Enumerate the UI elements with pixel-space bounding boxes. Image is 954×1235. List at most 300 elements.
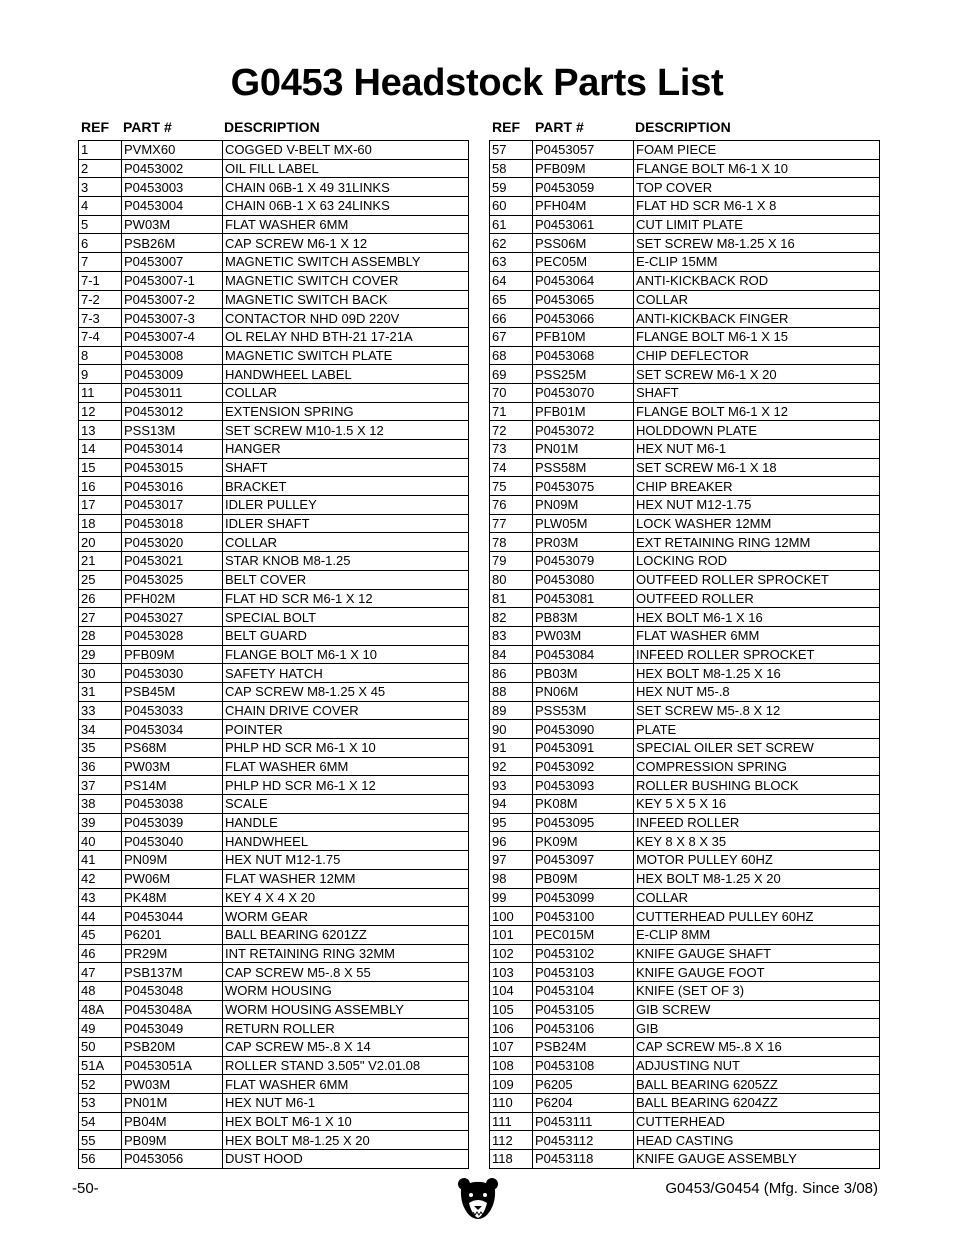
part-number-cell: P0453038 — [122, 795, 223, 814]
part-number-cell: PSS06M — [533, 234, 634, 253]
table-row — [490, 907, 880, 926]
part-number-cell: P0453015 — [122, 458, 223, 477]
description-cell: HEX NUT M12-1.75 — [634, 496, 880, 515]
ref-cell: 29 — [79, 645, 122, 664]
part-number-cell: P0453057 — [533, 141, 634, 160]
description-cell: OL RELAY NHD BTH-21 17-21A — [223, 327, 469, 346]
ref-cell: 59 — [490, 178, 533, 197]
description-cell: MAGNETIC SWITCH ASSEMBLY — [223, 253, 469, 272]
ref-cell: 48A — [79, 1000, 122, 1019]
table-row — [490, 776, 880, 795]
table-row — [490, 271, 880, 290]
table-row — [490, 1112, 880, 1131]
description-cell: RETURN ROLLER — [223, 1019, 469, 1038]
table-row — [79, 1112, 469, 1131]
part-number-cell: PSB137M — [122, 963, 223, 982]
part-number-cell: P0453044 — [122, 907, 223, 926]
part-number-cell: PB09M — [122, 1131, 223, 1150]
table-row — [490, 290, 880, 309]
part-number-cell: P0453075 — [533, 477, 634, 496]
part-number-cell: P0453068 — [533, 346, 634, 365]
table-row — [79, 327, 469, 346]
part-number-cell: P6201 — [122, 925, 223, 944]
part-number-cell: P0453048 — [122, 981, 223, 1000]
ref-cell: 94 — [490, 795, 533, 814]
table-row — [79, 421, 469, 440]
ref-cell: 118 — [490, 1150, 533, 1169]
part-number-cell: P0453007-4 — [122, 327, 223, 346]
ref-cell: 51A — [79, 1056, 122, 1075]
part-number-cell: P0453014 — [122, 440, 223, 459]
description-cell: KNIFE (SET OF 3) — [634, 981, 880, 1000]
part-number-cell: P0453064 — [533, 271, 634, 290]
ref-cell: 7-4 — [79, 327, 122, 346]
part-number-cell: P0453097 — [533, 851, 634, 870]
part-number-cell: P0453081 — [533, 589, 634, 608]
ref-cell: 89 — [490, 701, 533, 720]
description-cell: ANTI-KICKBACK FINGER — [634, 309, 880, 328]
table-row — [79, 346, 469, 365]
ref-cell: 41 — [79, 851, 122, 870]
table-row — [79, 458, 469, 477]
description-cell: COLLAR — [634, 888, 880, 907]
part-number-cell: PFH04M — [533, 197, 634, 216]
header-ref: REF — [492, 119, 520, 135]
table-row — [79, 682, 469, 701]
ref-cell: 103 — [490, 963, 533, 982]
description-cell: HEX NUT M6-1 — [223, 1094, 469, 1113]
description-cell: LOCK WASHER 12MM — [634, 514, 880, 533]
part-number-cell: P0453079 — [533, 552, 634, 571]
table-row — [79, 1019, 469, 1038]
description-cell: FLANGE BOLT M6-1 X 10 — [634, 159, 880, 178]
part-number-cell: P0453039 — [122, 813, 223, 832]
description-cell: PHLP HD SCR M6-1 X 10 — [223, 739, 469, 758]
table-row — [79, 1131, 469, 1150]
page-number: -50- — [72, 1180, 99, 1197]
part-number-cell: P0453066 — [533, 309, 634, 328]
description-cell: MOTOR PULLEY 60HZ — [634, 851, 880, 870]
ref-cell: 7 — [79, 253, 122, 272]
ref-cell: 107 — [490, 1038, 533, 1057]
part-number-cell: P0453020 — [122, 533, 223, 552]
part-number-cell: PN09M — [122, 851, 223, 870]
ref-cell: 1 — [79, 141, 122, 160]
ref-cell: 84 — [490, 645, 533, 664]
ref-cell: 69 — [490, 365, 533, 384]
ref-cell: 30 — [79, 664, 122, 683]
description-cell: KNIFE GAUGE ASSEMBLY — [634, 1150, 880, 1169]
ref-cell: 8 — [79, 346, 122, 365]
part-number-cell: P0453091 — [533, 739, 634, 758]
table-row — [490, 851, 880, 870]
description-cell: CAP SCREW M8-1.25 X 45 — [223, 682, 469, 701]
part-number-cell: PEC05M — [533, 253, 634, 272]
description-cell: INFEED ROLLER SPROCKET — [634, 645, 880, 664]
table-row — [79, 963, 469, 982]
description-cell: SPECIAL BOLT — [223, 608, 469, 627]
description-cell: SET SCREW M6-1 X 20 — [634, 365, 880, 384]
description-cell: OIL FILL LABEL — [223, 159, 469, 178]
part-number-cell: P0453008 — [122, 346, 223, 365]
description-cell: HOLDDOWN PLATE — [634, 421, 880, 440]
description-cell: HEX BOLT M6-1 X 16 — [634, 608, 880, 627]
description-cell: FLAT WASHER 6MM — [634, 626, 880, 645]
ref-cell: 47 — [79, 963, 122, 982]
description-cell: MAGNETIC SWITCH COVER — [223, 271, 469, 290]
part-number-cell: PSS58M — [533, 458, 634, 477]
table-row — [79, 440, 469, 459]
ref-cell: 46 — [79, 944, 122, 963]
ref-cell: 7-3 — [79, 309, 122, 328]
ref-cell: 25 — [79, 570, 122, 589]
description-cell: FLAT WASHER 12MM — [223, 869, 469, 888]
part-number-cell: P0453059 — [533, 178, 634, 197]
table-header — [78, 116, 465, 140]
part-number-cell: P0453003 — [122, 178, 223, 197]
description-cell: HEX BOLT M6-1 X 10 — [223, 1112, 469, 1131]
ref-cell: 7-2 — [79, 290, 122, 309]
ref-cell: 37 — [79, 776, 122, 795]
table-row — [490, 981, 880, 1000]
description-cell: BALL BEARING 6204ZZ — [634, 1094, 880, 1113]
ref-cell: 7-1 — [79, 271, 122, 290]
ref-cell: 9 — [79, 365, 122, 384]
part-number-cell: P0453104 — [533, 981, 634, 1000]
table-row — [490, 925, 880, 944]
description-cell: TOP COVER — [634, 178, 880, 197]
table-row — [79, 851, 469, 870]
table-row — [490, 589, 880, 608]
table-row — [490, 365, 880, 384]
ref-cell: 60 — [490, 197, 533, 216]
table-row — [490, 253, 880, 272]
table-row — [79, 271, 469, 290]
ref-cell: 96 — [490, 832, 533, 851]
table-row — [79, 1056, 469, 1075]
description-cell: WORM HOUSING — [223, 981, 469, 1000]
table-row — [490, 813, 880, 832]
description-cell: FLANGE BOLT M6-1 X 10 — [223, 645, 469, 664]
table-header — [489, 116, 876, 140]
ref-cell: 3 — [79, 178, 122, 197]
part-number-cell: PR29M — [122, 944, 223, 963]
ref-cell: 76 — [490, 496, 533, 515]
description-cell: KNIFE GAUGE SHAFT — [634, 944, 880, 963]
description-cell: INFEED ROLLER — [634, 813, 880, 832]
ref-cell: 50 — [79, 1038, 122, 1057]
part-number-cell: PSB20M — [122, 1038, 223, 1057]
description-cell: FOAM PIECE — [634, 141, 880, 160]
part-number-cell: PB03M — [533, 664, 634, 683]
ref-cell: 52 — [79, 1075, 122, 1094]
ref-cell: 43 — [79, 888, 122, 907]
part-number-cell: PN01M — [533, 440, 634, 459]
description-cell: CAP SCREW M5-.8 X 16 — [634, 1038, 880, 1057]
description-cell: SET SCREW M6-1 X 18 — [634, 458, 880, 477]
header-part-number: PART # — [123, 119, 172, 135]
description-cell: CHIP BREAKER — [634, 477, 880, 496]
description-cell: CHAIN 06B-1 X 63 24LINKS — [223, 197, 469, 216]
table-row — [79, 1094, 469, 1113]
ref-cell: 112 — [490, 1131, 533, 1150]
part-number-cell: P0453028 — [122, 626, 223, 645]
part-number-cell: P6204 — [533, 1094, 634, 1113]
ref-cell: 81 — [490, 589, 533, 608]
part-number-cell: P6205 — [533, 1075, 634, 1094]
description-cell: CHAIN 06B-1 X 49 31LINKS — [223, 178, 469, 197]
part-number-cell: P0453108 — [533, 1056, 634, 1075]
description-cell: CUTTERHEAD — [634, 1112, 880, 1131]
description-cell: INT RETAINING RING 32MM — [223, 944, 469, 963]
table-row — [490, 383, 880, 402]
table-row — [79, 981, 469, 1000]
description-cell: CAP SCREW M5-.8 X 55 — [223, 963, 469, 982]
description-cell: FLANGE BOLT M6-1 X 15 — [634, 327, 880, 346]
ref-cell: 74 — [490, 458, 533, 477]
part-number-cell: PSS25M — [533, 365, 634, 384]
part-number-cell: P0453007-2 — [122, 290, 223, 309]
ref-cell: 93 — [490, 776, 533, 795]
part-number-cell: P0453099 — [533, 888, 634, 907]
table-row — [490, 664, 880, 683]
ref-cell: 111 — [490, 1112, 533, 1131]
description-cell: CHIP DEFLECTOR — [634, 346, 880, 365]
part-number-cell: PN01M — [122, 1094, 223, 1113]
ref-cell: 11 — [79, 383, 122, 402]
description-cell: HEAD CASTING — [634, 1131, 880, 1150]
part-number-cell: PFB09M — [533, 159, 634, 178]
ref-cell: 99 — [490, 888, 533, 907]
table-row — [79, 1075, 469, 1094]
table-row — [79, 253, 469, 272]
table-row — [490, 1019, 880, 1038]
description-cell: HEX NUT M6-1 — [634, 440, 880, 459]
table-row — [79, 383, 469, 402]
part-number-cell: P0453012 — [122, 402, 223, 421]
description-cell: HEX NUT M12-1.75 — [223, 851, 469, 870]
table-row — [490, 720, 880, 739]
part-number-cell: PSB26M — [122, 234, 223, 253]
ref-cell: 79 — [490, 552, 533, 571]
part-number-cell: P0453102 — [533, 944, 634, 963]
table-row — [490, 533, 880, 552]
part-number-cell: PS68M — [122, 739, 223, 758]
description-cell: WORM HOUSING ASSEMBLY — [223, 1000, 469, 1019]
part-number-cell: P0453017 — [122, 496, 223, 515]
description-cell: KEY 4 X 4 X 20 — [223, 888, 469, 907]
part-number-cell: PFB10M — [533, 327, 634, 346]
part-number-cell: P0453027 — [122, 608, 223, 627]
part-number-cell: P0453095 — [533, 813, 634, 832]
table-row — [490, 944, 880, 963]
description-cell: BRACKET — [223, 477, 469, 496]
description-cell: SCALE — [223, 795, 469, 814]
table-row — [79, 477, 469, 496]
part-number-cell: P0453034 — [122, 720, 223, 739]
table-row — [490, 327, 880, 346]
ref-cell: 90 — [490, 720, 533, 739]
ref-cell: 61 — [490, 215, 533, 234]
table-row — [490, 141, 880, 160]
description-cell: MAGNETIC SWITCH BACK — [223, 290, 469, 309]
table-row — [490, 739, 880, 758]
part-number-cell: PK48M — [122, 888, 223, 907]
table-row — [490, 402, 880, 421]
part-number-cell: P0453030 — [122, 664, 223, 683]
part-number-cell: P0453100 — [533, 907, 634, 926]
part-number-cell: PSB45M — [122, 682, 223, 701]
part-number-cell: PW03M — [122, 215, 223, 234]
description-cell: FLAT HD SCR M6-1 X 8 — [634, 197, 880, 216]
description-cell: PHLP HD SCR M6-1 X 12 — [223, 776, 469, 795]
description-cell: EXTENSION SPRING — [223, 402, 469, 421]
description-cell: EXT RETAINING RING 12MM — [634, 533, 880, 552]
part-number-cell: P0453065 — [533, 290, 634, 309]
part-number-cell: P0453061 — [533, 215, 634, 234]
description-cell: OUTFEED ROLLER SPROCKET — [634, 570, 880, 589]
part-number-cell: P0453033 — [122, 701, 223, 720]
part-number-cell: PR03M — [533, 533, 634, 552]
part-number-cell: P0453118 — [533, 1150, 634, 1169]
table-row — [79, 664, 469, 683]
ref-cell: 35 — [79, 739, 122, 758]
ref-cell: 95 — [490, 813, 533, 832]
ref-cell: 54 — [79, 1112, 122, 1131]
part-number-cell: PB04M — [122, 1112, 223, 1131]
ref-cell: 91 — [490, 739, 533, 758]
part-number-cell: P0453106 — [533, 1019, 634, 1038]
part-number-cell: PSS53M — [533, 701, 634, 720]
ref-cell: 102 — [490, 944, 533, 963]
table-row — [490, 234, 880, 253]
description-cell: DUST HOOD — [223, 1150, 469, 1169]
table-row — [79, 776, 469, 795]
table-row — [79, 720, 469, 739]
part-number-cell: PSB24M — [533, 1038, 634, 1057]
part-number-cell: PFB01M — [533, 402, 634, 421]
table-row — [79, 608, 469, 627]
part-number-cell: P0453070 — [533, 383, 634, 402]
part-number-cell: PK09M — [533, 832, 634, 851]
part-number-cell: P0453009 — [122, 365, 223, 384]
ref-cell: 58 — [490, 159, 533, 178]
table-row — [490, 1150, 880, 1169]
description-cell: COMPRESSION SPRING — [634, 757, 880, 776]
description-cell: ROLLER BUSHING BLOCK — [634, 776, 880, 795]
ref-cell: 57 — [490, 141, 533, 160]
ref-cell: 34 — [79, 720, 122, 739]
part-number-cell: P0453105 — [533, 1000, 634, 1019]
description-cell: CONTACTOR NHD 09D 220V — [223, 309, 469, 328]
table-row — [490, 514, 880, 533]
ref-cell: 106 — [490, 1019, 533, 1038]
description-cell: ROLLER STAND 3.505" V2.01.08 — [223, 1056, 469, 1075]
ref-cell: 92 — [490, 757, 533, 776]
table-row — [79, 496, 469, 515]
ref-cell: 75 — [490, 477, 533, 496]
table-row — [79, 907, 469, 926]
part-number-cell: PB83M — [533, 608, 634, 627]
description-cell: GIB — [634, 1019, 880, 1038]
part-number-cell: PW03M — [122, 1075, 223, 1094]
description-cell: PLATE — [634, 720, 880, 739]
part-number-cell: P0453018 — [122, 514, 223, 533]
table-row — [490, 608, 880, 627]
description-cell: STAR KNOB M8-1.25 — [223, 552, 469, 571]
ref-cell: 55 — [79, 1131, 122, 1150]
table-row — [79, 813, 469, 832]
part-number-cell: P0453048A — [122, 1000, 223, 1019]
table-row — [490, 477, 880, 496]
table-row — [490, 832, 880, 851]
table-row — [490, 309, 880, 328]
table-row — [79, 589, 469, 608]
table-row — [490, 570, 880, 589]
ref-cell: 33 — [79, 701, 122, 720]
description-cell: HANDLE — [223, 813, 469, 832]
ref-cell: 68 — [490, 346, 533, 365]
table-row — [79, 570, 469, 589]
table-row — [79, 309, 469, 328]
table-row — [79, 925, 469, 944]
description-cell: HEX BOLT M8-1.25 X 20 — [223, 1131, 469, 1150]
part-number-cell: P0453025 — [122, 570, 223, 589]
part-number-cell: P0453007-1 — [122, 271, 223, 290]
ref-cell: 21 — [79, 552, 122, 571]
table-row — [490, 159, 880, 178]
part-number-cell: P0453092 — [533, 757, 634, 776]
part-number-cell: P0453072 — [533, 421, 634, 440]
ref-cell: 86 — [490, 664, 533, 683]
ref-cell: 108 — [490, 1056, 533, 1075]
table-row — [490, 178, 880, 197]
ref-cell: 109 — [490, 1075, 533, 1094]
parts-table-body — [79, 141, 469, 1169]
description-cell: FLAT WASHER 6MM — [223, 757, 469, 776]
ref-cell: 88 — [490, 682, 533, 701]
part-number-cell: P0453004 — [122, 197, 223, 216]
table-row — [490, 682, 880, 701]
table-row — [490, 458, 880, 477]
table-row — [79, 290, 469, 309]
ref-cell: 2 — [79, 159, 122, 178]
ref-cell: 71 — [490, 402, 533, 421]
header-description: DESCRIPTION — [224, 119, 320, 135]
table-row — [490, 215, 880, 234]
table-row — [79, 365, 469, 384]
ref-cell: 18 — [79, 514, 122, 533]
table-row — [490, 1038, 880, 1057]
table-row — [79, 832, 469, 851]
ref-cell: 77 — [490, 514, 533, 533]
ref-cell: 49 — [79, 1019, 122, 1038]
table-row — [79, 215, 469, 234]
description-cell: CAP SCREW M6-1 X 12 — [223, 234, 469, 253]
part-number-cell: PEC015M — [533, 925, 634, 944]
ref-cell: 56 — [79, 1150, 122, 1169]
description-cell: COGGED V-BELT MX-60 — [223, 141, 469, 160]
table-row — [490, 440, 880, 459]
description-cell: GIB SCREW — [634, 1000, 880, 1019]
description-cell: FLAT WASHER 6MM — [223, 1075, 469, 1094]
ref-cell: 80 — [490, 570, 533, 589]
ref-cell: 63 — [490, 253, 533, 272]
description-cell: KNIFE GAUGE FOOT — [634, 963, 880, 982]
part-number-cell: P0453056 — [122, 1150, 223, 1169]
table-row — [490, 1056, 880, 1075]
table-row — [79, 402, 469, 421]
